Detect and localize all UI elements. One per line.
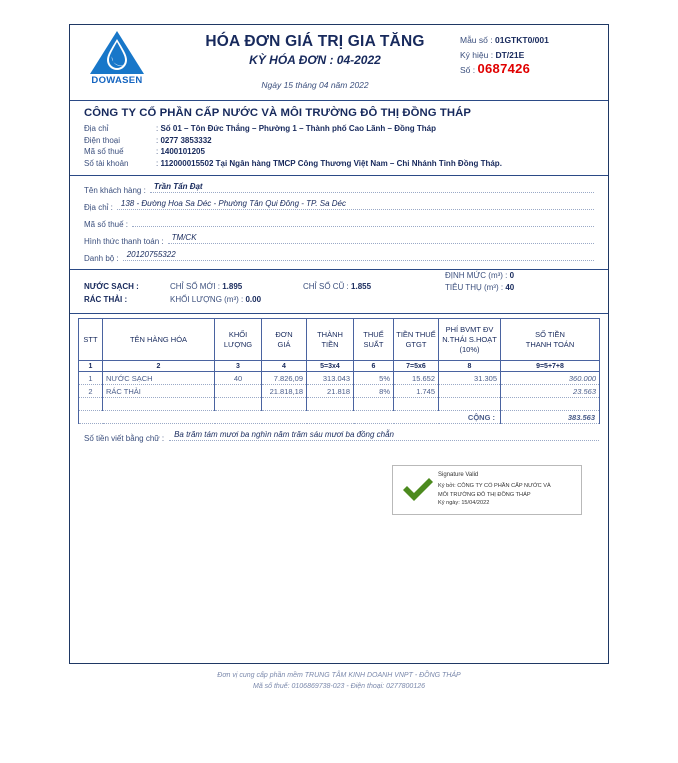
grand-total-label: CỘNG : xyxy=(79,411,501,424)
seller-section xyxy=(70,101,608,176)
grand-total-row xyxy=(79,411,600,424)
waste-volume-value: 0.00 xyxy=(245,295,262,304)
colnum-8: 8 xyxy=(439,361,501,372)
seller-tax-code-value: : 1400101205 xyxy=(156,146,205,158)
consumption-label: TIÊU THỤ (m³) : xyxy=(445,283,504,292)
filler-cell xyxy=(103,398,215,411)
buyer-name-label: Tên khách hàng : xyxy=(84,186,146,195)
colnum-7: 7=5x6 xyxy=(394,361,439,372)
buyer-address-row xyxy=(84,198,594,215)
seller-address-row xyxy=(84,123,608,135)
form-number-value: 01GTKT0/001 xyxy=(494,35,549,45)
buyer-tax-code-label: Mã số thuế : xyxy=(84,220,129,229)
row-1-quantity xyxy=(215,385,262,398)
row-0-total: 360.000 xyxy=(501,372,600,385)
seller-tax-code-row xyxy=(84,146,608,158)
col-header-total: SỐ TIỀN THANH TOÁN xyxy=(501,319,600,361)
form-number-label: Mẫu số : xyxy=(460,35,493,45)
consumption-row xyxy=(445,283,514,292)
customer-code-field xyxy=(123,249,594,261)
old-index-label: CHỈ SỐ CŨ : xyxy=(303,282,349,291)
col-header-quantity: KHỐI LƯỢNG xyxy=(215,319,262,361)
row-0-quantity: 40 xyxy=(215,372,262,385)
old-index-value: 1.855 xyxy=(351,282,372,291)
buyer-tax-code-field xyxy=(132,215,594,227)
filler-cell xyxy=(307,398,354,411)
customer-code-label: Danh bộ : xyxy=(84,254,119,263)
colnum-3: 3 xyxy=(215,361,262,372)
row-1-amount: 21.818 xyxy=(307,385,354,398)
invoice-number-label: Số : xyxy=(460,65,476,75)
serial-row xyxy=(460,48,600,63)
filler-cell xyxy=(215,398,262,411)
row-0-vat: 15.652 xyxy=(394,372,439,385)
items-table xyxy=(78,318,600,424)
col-header-stt: STT xyxy=(79,319,103,361)
payment-method-row xyxy=(84,232,594,249)
grand-total-value: 383.563 xyxy=(501,411,600,424)
filler-cell xyxy=(439,398,501,411)
row-0-env-fee: 31.305 xyxy=(439,372,501,385)
filler-cell xyxy=(262,398,307,411)
signature-details xyxy=(438,472,551,507)
filler-cell xyxy=(354,398,394,411)
buyer-tax-code-row xyxy=(84,215,594,232)
buyer-address-label: Địa chỉ : xyxy=(84,203,113,212)
invoice-period: KỲ HÓA ĐƠN : 04-2022 xyxy=(249,53,381,67)
seller-phone-value: : 0277 3853332 xyxy=(156,135,212,147)
quota-label: ĐỊNH MỨC (m³) : xyxy=(445,271,508,280)
colnum-2: 2 xyxy=(103,361,215,372)
buyer-section xyxy=(70,176,608,270)
payment-method-label: Hình thức thanh toán : xyxy=(84,237,164,246)
table-row xyxy=(79,385,600,398)
form-number-row xyxy=(460,33,600,48)
filler-cell xyxy=(394,398,439,411)
invoice-title-block xyxy=(160,32,470,68)
buyer-address-field xyxy=(117,198,594,210)
buyer-name-value: Trần Tấn Đạt xyxy=(153,182,203,191)
consumption-value: 40 xyxy=(505,283,515,292)
amount-in-words-field xyxy=(169,429,599,441)
items-table-wrapper xyxy=(70,314,608,424)
col-header-unit-price: ĐƠN GIÁ xyxy=(262,319,307,361)
signature-area xyxy=(70,443,608,535)
payment-method-field xyxy=(168,232,594,244)
row-1-stt: 2 xyxy=(79,385,103,398)
logo-wordmark: DOWASEN xyxy=(91,75,143,86)
new-index-row xyxy=(170,282,242,291)
checkmark-icon xyxy=(398,477,438,503)
invoice-document xyxy=(69,24,609,664)
table-row xyxy=(79,372,600,385)
payment-method-value: TM/CK xyxy=(171,233,197,242)
seller-address-value: : Số 01 – Tôn Đức Thắng – Phường 1 – Thành phố Cao Lãnh – Đồng Tháp xyxy=(156,123,436,135)
colnum-6: 6 xyxy=(354,361,394,372)
new-index-value: 1.895 xyxy=(222,282,243,291)
seller-name: CÔNG TY CỔ PHẦN CẤP NƯỚC VÀ MÔI TRƯỜNG ĐÔ THỊ ĐỒNG THÁP xyxy=(84,107,472,119)
buyer-name-field xyxy=(150,181,594,193)
meter-reading-section xyxy=(70,270,608,314)
serial-label: Ký hiệu : xyxy=(460,49,494,60)
invoice-number-row xyxy=(460,62,600,78)
signature-status: Signature Valid xyxy=(438,472,479,479)
row-1-name: RÁC THẢI xyxy=(103,385,215,398)
col-header-amount: THÀNH TIỀN xyxy=(307,319,354,361)
amount-in-words-label: Số tiền viết bằng chữ : xyxy=(84,434,165,443)
customer-code-row xyxy=(84,249,594,266)
seller-tax-code-label: Mã số thuế xyxy=(84,147,124,156)
row-1-tax-rate: 8% xyxy=(354,385,394,398)
signature-signer-line-2: MÔI TRƯỜNG ĐÔ THỊ ĐỒNG THÁP xyxy=(438,491,531,498)
row-0-stt: 1 xyxy=(79,372,103,385)
invoice-header xyxy=(70,25,608,101)
clean-water-label: NƯỚC SẠCH : xyxy=(84,282,139,291)
col-header-env-fee: PHÍ BVMT ĐV N.THÁI S.HOẠT (10%) xyxy=(439,319,501,361)
old-index-row xyxy=(303,282,371,291)
col-header-item-name: TÊN HÀNG HÓA xyxy=(103,319,215,361)
seller-address-label: Địa chỉ xyxy=(84,124,109,133)
seller-phone-label: Điện thoại xyxy=(84,135,121,145)
signature-signer-line-1: Ký bởi: CÔNG TY CỔ PHẦN CẤP NƯỚC VÀ xyxy=(438,483,551,490)
footer-line-2: Mã số thuế: 0106869738-023 - Điện thoại: 0277800126 xyxy=(252,683,426,690)
page-title: HÓA ĐƠN GIÁ TRỊ GIA TĂNG xyxy=(205,33,425,50)
filler-cell xyxy=(79,398,103,411)
row-1-vat: 1.745 xyxy=(394,385,439,398)
seller-phone-row xyxy=(84,135,608,147)
seller-bank-account-label: Số tài khoản xyxy=(84,158,129,168)
col-header-vat: TIỀN THUẾ GTGT xyxy=(394,319,439,361)
seller-bank-account-value: : 112000015502 Tại Ngân hàng TMCP Công Thương Việt Nam – Chi Nhánh Tỉnh Đồng Tháp. xyxy=(156,158,502,170)
row-1-unit-price: 21.818,18 xyxy=(262,385,307,398)
footer-line-1: Đơn vị cung cấp phần mềm TRUNG TÂM KINH DOANH VNPT - ĐỒNG THÁP xyxy=(217,672,461,679)
row-0-amount: 313.043 xyxy=(307,372,354,385)
row-1-env-fee xyxy=(439,385,501,398)
row-0-name: NƯỚC SẠCH xyxy=(103,372,215,385)
seller-bank-account-row xyxy=(84,158,608,170)
table-empty-filler-row xyxy=(79,398,600,411)
filler-cell xyxy=(501,398,600,411)
invoice-meta xyxy=(460,33,600,78)
row-0-unit-price: 7.826,09 xyxy=(262,372,307,385)
colnum-1: 1 xyxy=(79,361,103,372)
buyer-address-value: 138 - Đường Hoa Sa Déc - Phường Tân Qui Đông - TP. Sa Déc xyxy=(120,199,347,208)
digital-signature-box xyxy=(392,465,582,515)
invoice-date: Ngày 15 tháng 04 năm 2022 xyxy=(261,80,369,90)
row-0-tax-rate: 5% xyxy=(354,372,394,385)
software-provider-footer xyxy=(0,670,678,692)
waste-volume-row xyxy=(170,295,261,304)
colnum-9: 9=5+7+8 xyxy=(501,361,600,372)
colnum-4: 4 xyxy=(262,361,307,372)
items-table-header-row xyxy=(79,319,600,361)
amount-in-words-value: Ba trăm tám mươi ba nghìn năm trăm sáu mươi ba đồng chẵn xyxy=(174,430,394,439)
quota-row xyxy=(445,271,514,280)
quota-value: 0 xyxy=(509,271,515,280)
company-logo xyxy=(80,29,154,91)
serial-value: DT/21E xyxy=(495,49,525,60)
colnum-5: 5=3x4 xyxy=(307,361,354,372)
buyer-name-row xyxy=(84,181,594,198)
new-index-label: CHỈ SỐ MỚI : xyxy=(170,282,220,291)
customer-code-value: 20120755322 xyxy=(126,250,176,259)
signature-date: Ký ngày: 15/04/2022 xyxy=(438,500,490,507)
col-header-tax-rate: THUẾ SUẤT xyxy=(354,319,394,361)
water-drop-triangle-icon xyxy=(88,29,146,76)
column-number-row xyxy=(79,361,600,372)
waste-label: RÁC THẢI : xyxy=(84,295,128,304)
row-1-total: 23.563 xyxy=(501,385,600,398)
invoice-number-value: 0687426 xyxy=(477,61,531,76)
waste-volume-label: KHỐI LƯỢNG (m³) : xyxy=(170,295,244,304)
amount-in-words-row xyxy=(70,424,608,443)
